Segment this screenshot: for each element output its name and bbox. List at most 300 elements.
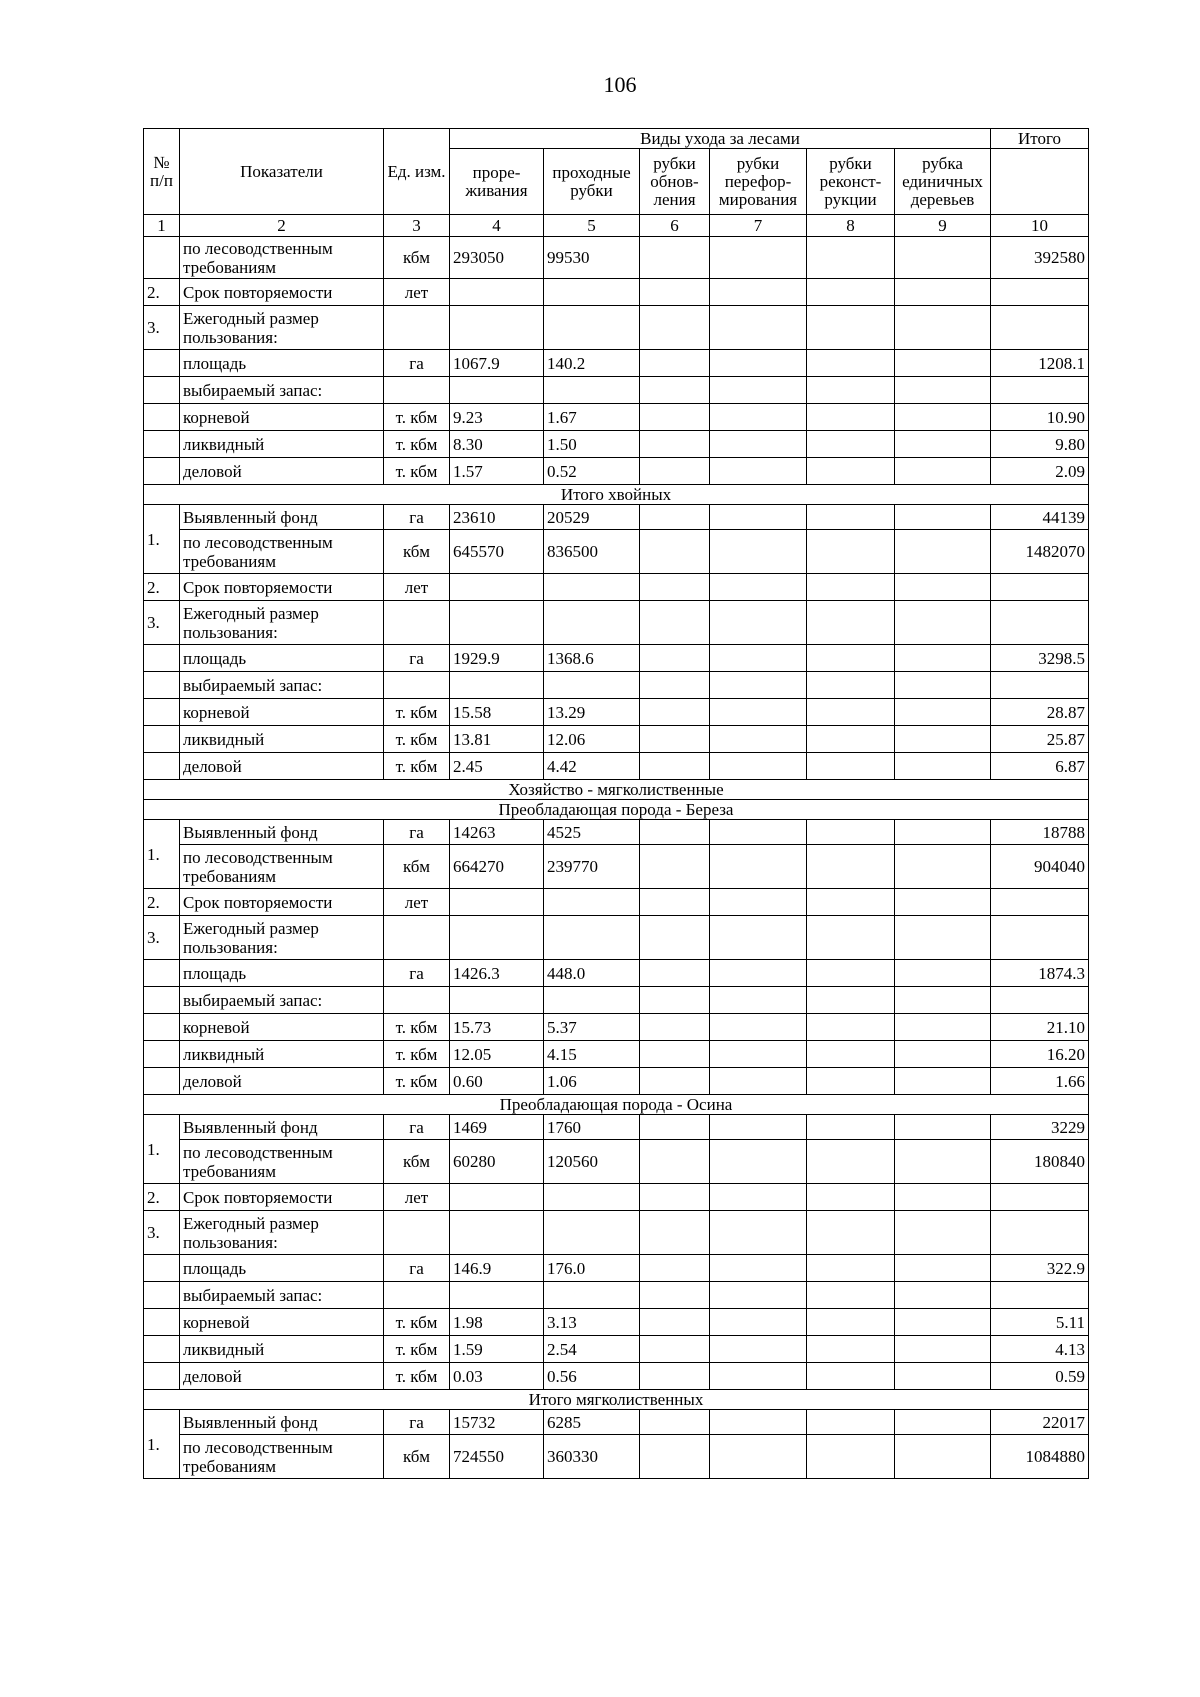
- empty-cell: [710, 1336, 807, 1363]
- row-label: площадь: [180, 960, 384, 987]
- header-type: рубки перефор-мирования: [710, 149, 807, 215]
- row-unit: т. кбм: [384, 431, 450, 458]
- row-unit: [384, 916, 450, 960]
- empty-cell: [640, 987, 710, 1014]
- empty-cell: [710, 1282, 807, 1309]
- empty-cell: [807, 1255, 895, 1282]
- row-label: корневой: [180, 404, 384, 431]
- row-unit: лет: [384, 889, 450, 916]
- empty-cell: [895, 431, 991, 458]
- row-unit: га: [384, 1410, 450, 1435]
- row-number: 1.: [144, 505, 180, 574]
- table-row: [144, 1041, 1089, 1068]
- row-unit: га: [384, 1255, 450, 1282]
- row-unit: га: [384, 645, 450, 672]
- empty-cell: [710, 279, 807, 306]
- value-thinning: 1.57: [450, 458, 544, 485]
- empty-cell: [807, 458, 895, 485]
- empty-cell: [807, 1410, 895, 1435]
- empty-cell: [710, 1211, 807, 1255]
- empty-cell: [640, 574, 710, 601]
- value-total: 322.9: [991, 1255, 1089, 1282]
- value-total: 5.11: [991, 1309, 1089, 1336]
- forest-care-table: [143, 128, 1089, 1479]
- row-label: корневой: [180, 1014, 384, 1041]
- empty-cell: [640, 1282, 710, 1309]
- row-number: 2.: [144, 574, 180, 601]
- empty-cell: [895, 845, 991, 889]
- value-thinning: [450, 1184, 544, 1211]
- empty-cell: [895, 505, 991, 530]
- value-total: 3298.5: [991, 645, 1089, 672]
- row-label: Срок повторяемости: [180, 279, 384, 306]
- row-number: [144, 1282, 180, 1309]
- table-row: [144, 279, 1089, 306]
- row-unit: т. кбм: [384, 753, 450, 780]
- header-type: рубки реконст-рукции: [807, 149, 895, 215]
- empty-cell: [640, 1140, 710, 1184]
- empty-cell: [807, 530, 895, 574]
- empty-cell: [640, 306, 710, 350]
- row-unit: т. кбм: [384, 699, 450, 726]
- value-thinning: 15.73: [450, 1014, 544, 1041]
- row-label: выбираемый запас:: [180, 377, 384, 404]
- value-thinning: [450, 916, 544, 960]
- value-passage-cutting: 1.50: [544, 431, 640, 458]
- header-type: проходные рубки: [544, 149, 640, 215]
- value-total: 10.90: [991, 404, 1089, 431]
- value-total: 904040: [991, 845, 1089, 889]
- empty-cell: [640, 1115, 710, 1140]
- empty-cell: [895, 601, 991, 645]
- value-thinning: 0.60: [450, 1068, 544, 1095]
- fund-row: [144, 820, 1089, 845]
- empty-cell: [710, 1068, 807, 1095]
- value-thinning: 9.23: [450, 404, 544, 431]
- value-total: 3229: [991, 1115, 1089, 1140]
- table-row: [144, 699, 1089, 726]
- value-thinning: 13.81: [450, 726, 544, 753]
- row-unit: т. кбм: [384, 1068, 450, 1095]
- column-number: 10: [991, 215, 1089, 237]
- column-number: 2: [180, 215, 384, 237]
- row-number: 1.: [144, 1410, 180, 1479]
- empty-cell: [807, 377, 895, 404]
- fund-row: [144, 1140, 1089, 1184]
- empty-cell: [807, 960, 895, 987]
- value-total: 1874.3: [991, 960, 1089, 987]
- row-number: [144, 726, 180, 753]
- empty-cell: [640, 1068, 710, 1095]
- value-thinning: 1.98: [450, 1309, 544, 1336]
- value-passage-cutting: [544, 889, 640, 916]
- value-thinning: [450, 889, 544, 916]
- empty-cell: [895, 726, 991, 753]
- table-row: [144, 377, 1089, 404]
- value-total: [991, 987, 1089, 1014]
- empty-cell: [710, 645, 807, 672]
- empty-cell: [895, 530, 991, 574]
- empty-cell: [895, 1336, 991, 1363]
- row-label: по лесоводственным требованиям: [180, 1435, 384, 1479]
- value-thinning: [450, 574, 544, 601]
- row-number: 3.: [144, 306, 180, 350]
- empty-cell: [895, 306, 991, 350]
- value-total: 1482070: [991, 530, 1089, 574]
- value-thinning: 15732: [450, 1410, 544, 1435]
- empty-cell: [640, 699, 710, 726]
- value-passage-cutting: 836500: [544, 530, 640, 574]
- value-passage-cutting: [544, 1184, 640, 1211]
- empty-cell: [807, 820, 895, 845]
- header-total: Итого: [991, 129, 1089, 149]
- value-thinning: [450, 377, 544, 404]
- fund-row: [144, 1435, 1089, 1479]
- value-passage-cutting: 1368.6: [544, 645, 640, 672]
- value-passage-cutting: 120560: [544, 1140, 640, 1184]
- row-label: ликвидный: [180, 1336, 384, 1363]
- value-thinning: 1426.3: [450, 960, 544, 987]
- column-number: 5: [544, 215, 640, 237]
- row-label: выбираемый запас:: [180, 987, 384, 1014]
- section-row: [144, 800, 1089, 820]
- row-unit: га: [384, 960, 450, 987]
- column-number: 8: [807, 215, 895, 237]
- value-total: [991, 1211, 1089, 1255]
- empty-cell: [710, 820, 807, 845]
- value-total: 180840: [991, 1140, 1089, 1184]
- value-thinning: 146.9: [450, 1255, 544, 1282]
- value-passage-cutting: 4.42: [544, 753, 640, 780]
- empty-cell: [640, 672, 710, 699]
- empty-cell: [895, 404, 991, 431]
- empty-cell: [807, 1184, 895, 1211]
- value-total: [991, 672, 1089, 699]
- empty-cell: [640, 753, 710, 780]
- row-number: [144, 1068, 180, 1095]
- empty-cell: [640, 726, 710, 753]
- row-number: [144, 753, 180, 780]
- value-thinning: 12.05: [450, 1041, 544, 1068]
- empty-cell: [895, 574, 991, 601]
- row-number: [144, 1336, 180, 1363]
- value-passage-cutting: [544, 1211, 640, 1255]
- empty-cell: [807, 1309, 895, 1336]
- value-thinning: 60280: [450, 1140, 544, 1184]
- empty-cell: [895, 699, 991, 726]
- section-title: Преобладающая порода - Осина: [144, 1095, 1089, 1115]
- value-passage-cutting: 12.06: [544, 726, 640, 753]
- value-total: [991, 889, 1089, 916]
- row-label: площадь: [180, 350, 384, 377]
- section-title: Итого хвойных: [144, 485, 1089, 505]
- empty-cell: [895, 1184, 991, 1211]
- empty-cell: [640, 404, 710, 431]
- row-unit: т. кбм: [384, 458, 450, 485]
- row-label: Выявленный фонд: [180, 505, 384, 530]
- row-unit: кбм: [384, 1140, 450, 1184]
- empty-cell: [807, 601, 895, 645]
- row-unit: т. кбм: [384, 1309, 450, 1336]
- value-thinning: [450, 1211, 544, 1255]
- value-total: 18788: [991, 820, 1089, 845]
- empty-cell: [710, 699, 807, 726]
- empty-cell: [640, 1014, 710, 1041]
- value-total: 4.13: [991, 1336, 1089, 1363]
- value-passage-cutting: 20529: [544, 505, 640, 530]
- empty-cell: [640, 1336, 710, 1363]
- table-row: [144, 574, 1089, 601]
- row-number: 1.: [144, 820, 180, 889]
- value-total: 2.09: [991, 458, 1089, 485]
- value-passage-cutting: [544, 1282, 640, 1309]
- row-unit: кбм: [384, 237, 450, 279]
- table-row: [144, 431, 1089, 458]
- empty-cell: [807, 505, 895, 530]
- value-passage-cutting: 3.13: [544, 1309, 640, 1336]
- empty-cell: [895, 1068, 991, 1095]
- row-number: 2.: [144, 1184, 180, 1211]
- value-passage-cutting: 6285: [544, 1410, 640, 1435]
- value-total: 16.20: [991, 1041, 1089, 1068]
- row-number: [144, 458, 180, 485]
- empty-cell: [895, 960, 991, 987]
- row-label: выбираемый запас:: [180, 1282, 384, 1309]
- value-thinning: [450, 279, 544, 306]
- empty-cell: [895, 1041, 991, 1068]
- value-thinning: [450, 672, 544, 699]
- section-title: Итого мягколиственных: [144, 1390, 1089, 1410]
- row-unit: га: [384, 820, 450, 845]
- row-label: Выявленный фонд: [180, 1410, 384, 1435]
- table-row: [144, 987, 1089, 1014]
- row-label: ликвидный: [180, 726, 384, 753]
- row-unit: га: [384, 1115, 450, 1140]
- empty-cell: [807, 845, 895, 889]
- row-label: Срок повторяемости: [180, 889, 384, 916]
- table-row: [144, 1014, 1089, 1041]
- empty-cell: [807, 889, 895, 916]
- empty-cell: [710, 1363, 807, 1390]
- table-row: [144, 1068, 1089, 1095]
- row-unit: кбм: [384, 1435, 450, 1479]
- row-label: Ежегодный размер пользования:: [180, 601, 384, 645]
- empty-cell: [895, 1309, 991, 1336]
- empty-cell: [807, 306, 895, 350]
- table-row: [144, 458, 1089, 485]
- value-passage-cutting: [544, 377, 640, 404]
- row-number: [144, 1041, 180, 1068]
- empty-cell: [895, 889, 991, 916]
- empty-cell: [895, 1282, 991, 1309]
- column-number: 4: [450, 215, 544, 237]
- table-row: [144, 1211, 1089, 1255]
- row-unit: т. кбм: [384, 1336, 450, 1363]
- table-row: [144, 916, 1089, 960]
- empty-cell: [895, 1435, 991, 1479]
- column-number: 3: [384, 215, 450, 237]
- empty-cell: [710, 960, 807, 987]
- value-passage-cutting: 360330: [544, 1435, 640, 1479]
- table-row: [144, 753, 1089, 780]
- table-row: [144, 1282, 1089, 1309]
- value-total: 1.66: [991, 1068, 1089, 1095]
- row-number: 3.: [144, 601, 180, 645]
- row-label: корневой: [180, 1309, 384, 1336]
- empty-cell: [807, 1282, 895, 1309]
- empty-cell: [807, 404, 895, 431]
- value-thinning: [450, 987, 544, 1014]
- empty-cell: [710, 1309, 807, 1336]
- empty-cell: [640, 1309, 710, 1336]
- row-label: деловой: [180, 458, 384, 485]
- row-unit: кбм: [384, 845, 450, 889]
- header-type: рубки обнов-ления: [640, 149, 710, 215]
- row-label: деловой: [180, 753, 384, 780]
- empty-cell: [710, 458, 807, 485]
- row-number: 2.: [144, 279, 180, 306]
- value-total: [991, 377, 1089, 404]
- value-passage-cutting: [544, 672, 640, 699]
- section-row: [144, 1095, 1089, 1115]
- empty-cell: [895, 350, 991, 377]
- row-label: по лесоводственным требованиям: [180, 845, 384, 889]
- value-total: 9.80: [991, 431, 1089, 458]
- header-type: проре-живания: [450, 149, 544, 215]
- value-thinning: [450, 601, 544, 645]
- value-total: 25.87: [991, 726, 1089, 753]
- empty-cell: [895, 672, 991, 699]
- empty-cell: [710, 377, 807, 404]
- empty-cell: [640, 1041, 710, 1068]
- empty-cell: [895, 377, 991, 404]
- empty-cell: [710, 1410, 807, 1435]
- header-indicators: Показатели: [180, 129, 384, 215]
- header-type: рубка единичных деревьев: [895, 149, 991, 215]
- empty-cell: [710, 404, 807, 431]
- value-total: [991, 279, 1089, 306]
- row-label: по лесоводственным требованиям: [180, 530, 384, 574]
- row-number: 3.: [144, 1211, 180, 1255]
- row-unit: [384, 672, 450, 699]
- value-thinning: 1067.9: [450, 350, 544, 377]
- empty-cell: [710, 753, 807, 780]
- value-total: 1208.1: [991, 350, 1089, 377]
- empty-cell: [710, 1184, 807, 1211]
- empty-cell: [807, 726, 895, 753]
- empty-cell: [640, 601, 710, 645]
- row-unit: т. кбм: [384, 404, 450, 431]
- table-row: [144, 645, 1089, 672]
- value-total: [991, 1282, 1089, 1309]
- value-thinning: 724550: [450, 1435, 544, 1479]
- value-passage-cutting: [544, 987, 640, 1014]
- empty-cell: [710, 350, 807, 377]
- empty-cell: [640, 431, 710, 458]
- empty-cell: [640, 530, 710, 574]
- empty-cell: [710, 1115, 807, 1140]
- value-passage-cutting: 2.54: [544, 1336, 640, 1363]
- empty-cell: [710, 672, 807, 699]
- empty-cell: [710, 1140, 807, 1184]
- table-row: [144, 350, 1089, 377]
- row-unit: [384, 601, 450, 645]
- value-thinning: 2.45: [450, 753, 544, 780]
- value-passage-cutting: 13.29: [544, 699, 640, 726]
- value-total: [991, 601, 1089, 645]
- empty-cell: [895, 458, 991, 485]
- row-unit: [384, 1211, 450, 1255]
- value-passage-cutting: 239770: [544, 845, 640, 889]
- value-thinning: 1.59: [450, 1336, 544, 1363]
- row-unit: т. кбм: [384, 1363, 450, 1390]
- row-label: площадь: [180, 645, 384, 672]
- empty-cell: [807, 1115, 895, 1140]
- fund-row: [144, 505, 1089, 530]
- page-number: 106: [603, 72, 637, 97]
- value-thinning: 15.58: [450, 699, 544, 726]
- value-passage-cutting: 1760: [544, 1115, 640, 1140]
- row-number: [144, 1309, 180, 1336]
- empty-cell: [640, 1435, 710, 1479]
- empty-cell: [807, 753, 895, 780]
- value-total: 1084880: [991, 1435, 1089, 1479]
- empty-cell: [710, 987, 807, 1014]
- row-number: [144, 672, 180, 699]
- table-row: [144, 1255, 1089, 1282]
- empty-cell: [895, 1211, 991, 1255]
- table-row: [144, 1184, 1089, 1211]
- value-passage-cutting: 0.52: [544, 458, 640, 485]
- row-number: 1.: [144, 1115, 180, 1184]
- row-unit: [384, 377, 450, 404]
- empty-cell: [710, 1435, 807, 1479]
- empty-cell: [895, 645, 991, 672]
- empty-cell: [640, 845, 710, 889]
- value-thinning: 1469: [450, 1115, 544, 1140]
- empty-cell: [895, 279, 991, 306]
- empty-cell: [710, 916, 807, 960]
- empty-cell: [807, 1140, 895, 1184]
- empty-cell: [640, 645, 710, 672]
- fund-row: [144, 1410, 1089, 1435]
- section-row: [144, 1390, 1089, 1410]
- value-total: [991, 1184, 1089, 1211]
- value-passage-cutting: 99530: [544, 237, 640, 279]
- value-total: 22017: [991, 1410, 1089, 1435]
- empty-cell: [710, 726, 807, 753]
- value-thinning: 1929.9: [450, 645, 544, 672]
- row-unit: [384, 1282, 450, 1309]
- row-label: деловой: [180, 1068, 384, 1095]
- value-total: [991, 574, 1089, 601]
- header-num: № п/п: [144, 129, 180, 215]
- empty-cell: [807, 1336, 895, 1363]
- column-number: 6: [640, 215, 710, 237]
- empty-cell: [710, 505, 807, 530]
- row-label: по лесоводственным требованиям: [180, 237, 384, 279]
- empty-cell: [807, 987, 895, 1014]
- empty-cell: [895, 237, 991, 279]
- section-row: [144, 485, 1089, 505]
- row-number: [144, 960, 180, 987]
- row-number: [144, 1255, 180, 1282]
- value-passage-cutting: 140.2: [544, 350, 640, 377]
- empty-cell: [807, 1211, 895, 1255]
- header-unit: Ед. изм.: [384, 129, 450, 215]
- column-number: 7: [710, 215, 807, 237]
- table-row: [144, 404, 1089, 431]
